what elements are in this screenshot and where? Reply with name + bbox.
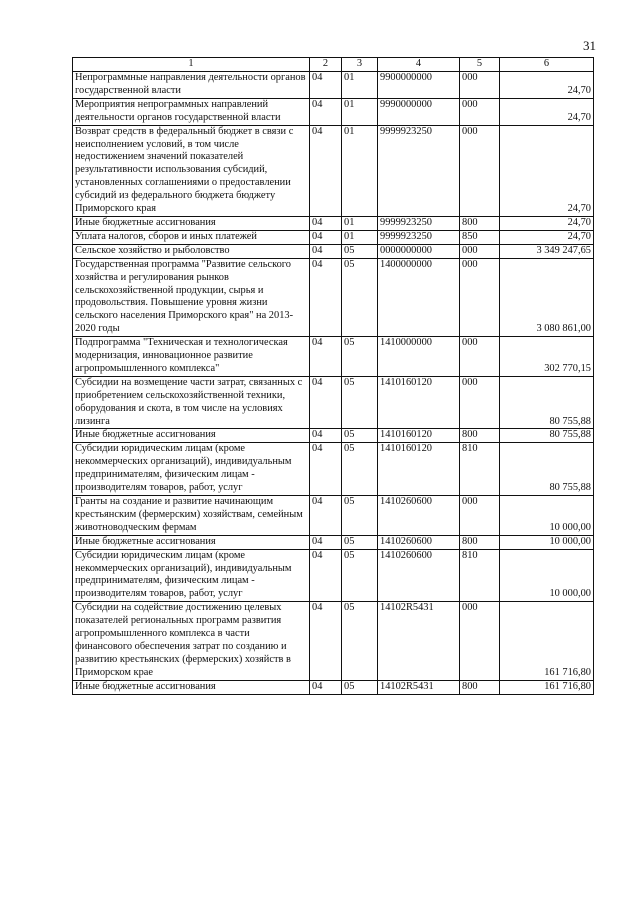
expense-type-cell: 810 — [460, 443, 500, 496]
section-code-cell: 04 — [310, 337, 342, 377]
table-row — [73, 230, 594, 244]
subsection-code-cell: 05 — [342, 258, 378, 336]
section-code-cell: 04 — [310, 429, 342, 443]
expense-type-cell: 000 — [460, 244, 500, 258]
amount-cell: 302 770,15 — [500, 337, 594, 377]
section-code-cell: 04 — [310, 535, 342, 549]
page-number: 31 — [583, 38, 596, 53]
column-header: 5 — [460, 58, 500, 72]
amount-cell: 3 349 247,65 — [500, 244, 594, 258]
row-name-cell: Иные бюджетные ассигнования — [73, 535, 310, 549]
row-name-cell: Иные бюджетные ассигнования — [73, 680, 310, 694]
target-article-cell: 9990000000 — [378, 98, 460, 125]
subsection-code-cell: 05 — [342, 680, 378, 694]
amount-cell: 24,70 — [500, 72, 594, 99]
subsection-code-cell: 01 — [342, 125, 378, 216]
target-article-cell: 1410160120 — [378, 376, 460, 429]
target-article-cell: 9999923250 — [378, 216, 460, 230]
amount-cell: 161 716,80 — [500, 680, 594, 694]
expense-type-cell: 000 — [460, 98, 500, 125]
amount-cell: 10 000,00 — [500, 549, 594, 602]
expense-type-cell: 000 — [460, 376, 500, 429]
amount-cell: 24,70 — [500, 125, 594, 216]
row-name-cell: Непрограммные направления деятельности органов государственной власти — [73, 72, 310, 99]
expense-type-cell: 810 — [460, 549, 500, 602]
row-name-cell: Мероприятия непрограммных направлений деятельности органов государственной власти — [73, 98, 310, 125]
target-article-cell: 14102R5431 — [378, 680, 460, 694]
section-code-cell: 04 — [310, 230, 342, 244]
subsection-code-cell: 05 — [342, 244, 378, 258]
amount-cell: 10 000,00 — [500, 535, 594, 549]
table-row — [73, 535, 594, 549]
section-code-cell: 04 — [310, 72, 342, 99]
expense-type-cell: 800 — [460, 216, 500, 230]
table-row — [73, 258, 594, 336]
expense-type-cell: 850 — [460, 230, 500, 244]
subsection-code-cell: 01 — [342, 98, 378, 125]
amount-cell: 80 755,88 — [500, 429, 594, 443]
amount-cell: 24,70 — [500, 216, 594, 230]
amount-cell: 10 000,00 — [500, 496, 594, 536]
table-row — [73, 602, 594, 680]
amount-cell: 24,70 — [500, 230, 594, 244]
subsection-code-cell: 01 — [342, 72, 378, 99]
table-row — [73, 429, 594, 443]
budget-table — [72, 57, 594, 695]
target-article-cell: 1400000000 — [378, 258, 460, 336]
row-name-cell: Субсидии на содействие достижению целевых показателей региональных программ развития агропромышленного комплекса в части финансового обеспечения затрат по созданию и развитию крестьянских (фермерских) хозяйств в Приморском крае — [73, 602, 310, 680]
table-header-row — [73, 58, 594, 72]
subsection-code-cell: 05 — [342, 443, 378, 496]
table-row — [73, 496, 594, 536]
target-article-cell: 1410260600 — [378, 535, 460, 549]
subsection-code-cell: 01 — [342, 216, 378, 230]
expense-type-cell: 000 — [460, 602, 500, 680]
target-article-cell: 14102R5431 — [378, 602, 460, 680]
section-code-cell: 04 — [310, 216, 342, 230]
section-code-cell: 04 — [310, 376, 342, 429]
column-header: 2 — [310, 58, 342, 72]
row-name-cell: Подпрограмма "Техническая и технологическая модернизация, инновационное развитие агропромышленного комплекса" — [73, 337, 310, 377]
amount-cell: 80 755,88 — [500, 376, 594, 429]
target-article-cell: 1410160120 — [378, 429, 460, 443]
amount-cell: 3 080 861,00 — [500, 258, 594, 336]
row-name-cell: Уплата налогов, сборов и иных платежей — [73, 230, 310, 244]
table-row — [73, 72, 594, 99]
expense-type-cell: 800 — [460, 429, 500, 443]
expense-type-cell: 000 — [460, 496, 500, 536]
table-row — [73, 244, 594, 258]
section-code-cell: 04 — [310, 602, 342, 680]
column-header: 6 — [500, 58, 594, 72]
target-article-cell: 9900000000 — [378, 72, 460, 99]
table-row — [73, 337, 594, 377]
table-row — [73, 443, 594, 496]
subsection-code-cell: 05 — [342, 429, 378, 443]
expense-type-cell: 000 — [460, 72, 500, 99]
row-name-cell: Субсидии на возмещение части затрат, связанных с приобретением сельскохозяйственной техники, оборудования и скота, в том числе на условиях лизинга — [73, 376, 310, 429]
subsection-code-cell: 05 — [342, 602, 378, 680]
section-code-cell: 04 — [310, 443, 342, 496]
target-article-cell: 1410260600 — [378, 549, 460, 602]
expense-type-cell: 000 — [460, 258, 500, 336]
amount-cell: 161 716,80 — [500, 602, 594, 680]
section-code-cell: 04 — [310, 125, 342, 216]
expense-type-cell: 800 — [460, 535, 500, 549]
section-code-cell: 04 — [310, 258, 342, 336]
row-name-cell: Субсидии юридическим лицам (кроме некоммерческих организаций), индивидуальным предпринимателям, физическим лицам - производителям товаров, работ, услуг — [73, 443, 310, 496]
target-article-cell: 9999923250 — [378, 125, 460, 216]
subsection-code-cell: 05 — [342, 549, 378, 602]
row-name-cell: Сельское хозяйство и рыболовство — [73, 244, 310, 258]
table-row — [73, 98, 594, 125]
table-row — [73, 376, 594, 429]
target-article-cell: 1410160120 — [378, 443, 460, 496]
column-header: 3 — [342, 58, 378, 72]
target-article-cell: 1410260600 — [378, 496, 460, 536]
expense-type-cell: 800 — [460, 680, 500, 694]
table-row — [73, 125, 594, 216]
amount-cell: 80 755,88 — [500, 443, 594, 496]
subsection-code-cell: 05 — [342, 337, 378, 377]
row-name-cell: Иные бюджетные ассигнования — [73, 216, 310, 230]
expense-type-cell: 000 — [460, 125, 500, 216]
subsection-code-cell: 05 — [342, 496, 378, 536]
row-name-cell: Гранты на создание и развитие начинающим крестьянским (фермерским) хозяйствам, семейным животноводческим фермам — [73, 496, 310, 536]
table-row — [73, 680, 594, 694]
column-header: 1 — [73, 58, 310, 72]
section-code-cell: 04 — [310, 98, 342, 125]
section-code-cell: 04 — [310, 549, 342, 602]
expense-type-cell: 000 — [460, 337, 500, 377]
section-code-cell: 04 — [310, 244, 342, 258]
subsection-code-cell: 05 — [342, 376, 378, 429]
table-row — [73, 216, 594, 230]
target-article-cell: 0000000000 — [378, 244, 460, 258]
row-name-cell: Субсидии юридическим лицам (кроме некоммерческих организаций), индивидуальным предпринимателям, физическим лицам - производителям товаров, работ, услуг — [73, 549, 310, 602]
subsection-code-cell: 01 — [342, 230, 378, 244]
row-name-cell: Возврат средств в федеральный бюджет в связи с неисполнением условий, в том числе недостижением значений показателей результативности использования субсидий, установленных соглашениями о предоставлении субсидий из федерального бюджета бюджету Приморского края — [73, 125, 310, 216]
section-code-cell: 04 — [310, 496, 342, 536]
row-name-cell: Государственная программа "Развитие сельского хозяйства и регулирования рынков сельскохозяйственной продукции, сырья и продовольствия. Повышение уровня жизни сельского населения Приморского края" на 2013-2020 годы — [73, 258, 310, 336]
table-row — [73, 549, 594, 602]
section-code-cell: 04 — [310, 680, 342, 694]
row-name-cell: Иные бюджетные ассигнования — [73, 429, 310, 443]
target-article-cell: 9999923250 — [378, 230, 460, 244]
target-article-cell: 1410000000 — [378, 337, 460, 377]
column-header: 4 — [378, 58, 460, 72]
subsection-code-cell: 05 — [342, 535, 378, 549]
amount-cell: 24,70 — [500, 98, 594, 125]
